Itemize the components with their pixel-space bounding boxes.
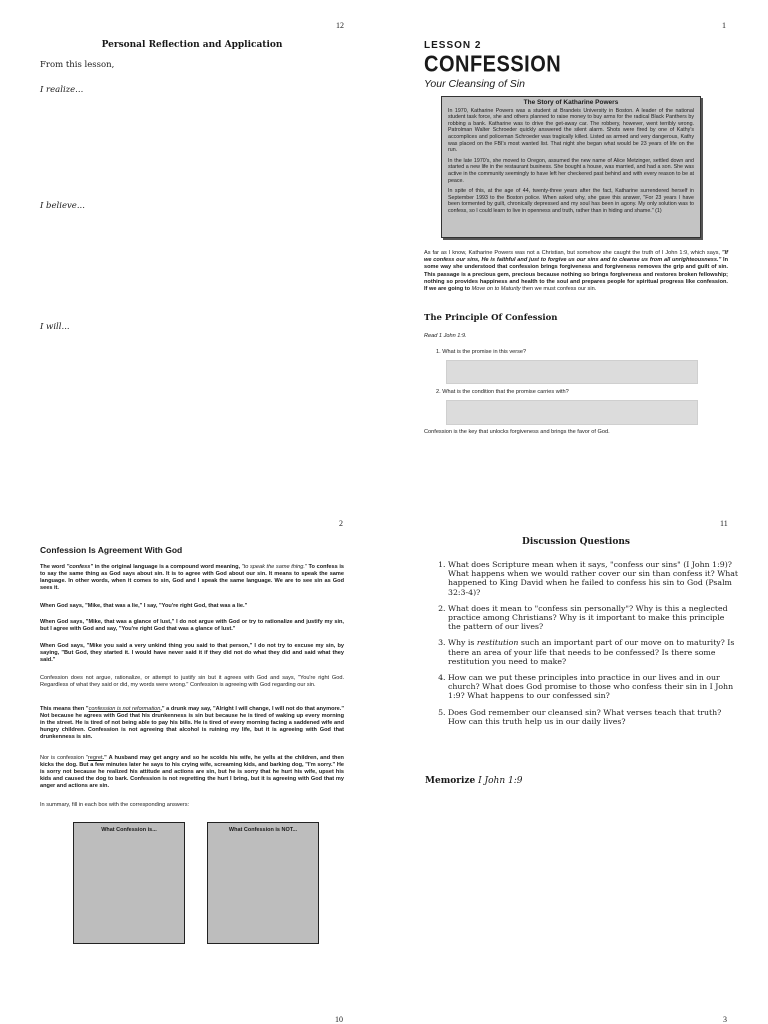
answer-field-2[interactable] <box>446 400 698 425</box>
reflection-title: Personal Reflection and Application <box>101 40 283 50</box>
page-1 <box>384 0 768 512</box>
box-label: What Confession is NOT... <box>228 827 298 833</box>
read-instruction: Read 1 John 1:9. <box>424 333 467 339</box>
story-paragraph: In spite of this, at the age of 44, twenty-three years after the fact, Katharine surrendered herself in September 1993 to the Boston police. When asked why, she gave this answer, "For 23 years I have been tormented by guilt, chronically depressed and my soul has been in agony. My only solution was to confess, so I could learn to live in openness and truth, rather than in hiding and shame." (1) <box>448 188 694 214</box>
confession-is-box[interactable] <box>73 822 185 944</box>
story-paragraph: In the late 1970's, she moved to Oregon, assumed the new name of Alice Metzinger, settled down and started a new life in the restaurant business. She bought a house, was married, and had a son. She was active in the community seemingly to have left her checkered past behind and with every reason to be at peace. <box>448 157 694 184</box>
box-label: What Confession is... <box>101 827 157 833</box>
question-2: 2. What is the condition that the promise carries with? <box>436 389 569 395</box>
lesson-subtitle: Your Cleansing of Sin <box>424 78 525 90</box>
discussion-question: 2. What does it mean to "confess sin personally"? Why is this a neglected practice among Christians? Why is it important to make this principle the pattern of our lives? <box>448 604 738 632</box>
believe-prompt: I believe... <box>40 201 85 211</box>
page-number: 11 <box>720 519 728 528</box>
story-paragraph: In 1970, Katharine Powers was a student at Brandeis University in Boston. A leader of the national student task force, she and others planned to raise money to buy arms for the radical Black Panthers by robbing a bank. Katharine was to drive the get-away car. The robbery, however, went terribly wrong. Patrolman Walter Schroeder quickly answered the silent alarm. Shots were fired by one of Kathy's accomplices and policeman Schroeder was tragically killed. Listed as armed and very dangerous, Kathy was placed on the FBI's most wanted list. That night she began what would be 23 years of life on the run. <box>448 107 694 154</box>
from-lesson-text: From this lesson, <box>40 60 115 70</box>
discussion-question: 1. What does Scripture mean when it says, "confess our sins" (I John 1:9)? What happens when we would rather cover our sin than confess it? What happened to King David when he failed to confess his sin to God (Psalm 32:3-4)? <box>448 560 738 597</box>
page-number: 10 <box>335 1015 343 1024</box>
will-prompt: I will... <box>40 322 70 332</box>
memorize-line: Memorize I John 1:9 <box>425 776 523 786</box>
scripture-quote: "If we confess our sins, He is faithful and just to forgive us our sins and to cleanse us from all unrighteousness." <box>424 250 728 264</box>
story-heading: The Story of Katharine Powers <box>523 99 619 106</box>
discussion-question: 4. How can we put these principles into practice in our lives and in our church? What does God promise to those who confess their sin in I John 1:9? What happens to our confessed sin? <box>448 673 738 701</box>
page-number: 3 <box>723 1015 727 1024</box>
page-number: 1 <box>722 21 726 30</box>
paragraph: This means then "confession is not reformation," a drunk may say, "Alright I will change, I will not do that anymore." Not because he agrees with God that his drunkenness is sin but because he is tired of waking up every morning in the street. He is tired of not being able to pay his bills. He is tired of every morning facing a saddened wife and hungry children. Confession is not agreeing that alcohol is ruining my life, but it is agreeing with God that drunkenness is sin. <box>40 706 344 741</box>
discussion-list <box>436 560 738 733</box>
paragraph: Confession does not argue, rationalize, or attempt to justify sin but it agrees with God and says, "You're right God. Regardless of what they said or did, my words were wrong." Confession is agreeing with God regarding our sin. <box>40 675 344 689</box>
agreement-heading: Confession Is Agreement With God <box>40 545 183 555</box>
paragraph: In summary, fill in each box with the corresponding answers: <box>40 802 190 808</box>
closing-statement: Confession is the key that unlocks forgiveness and brings the favor of God. <box>424 429 610 435</box>
question-1: 1. What is the promise in this verse? <box>436 349 527 355</box>
lesson-title: CONFESSION <box>424 52 562 78</box>
discussion-question: 5. Does God remember our cleansed sin? What verses teach that truth? How can this truth help us in our daily lives? <box>448 708 738 726</box>
course-title: Move on to Maturity <box>471 286 521 293</box>
paragraph: When God says, "Mike, that was a glance of lust," I do not argue with God or try to rationalize and justify my sin, but I agree with God and say, "You're right God that was a glance of lust." <box>40 619 344 633</box>
intro-paragraph: As far as I know, Katharine Powers was not a Christian, but somehow she caught the truth of I John 1:9, which says, "If we confess our sins, He is faithful and just to forgive us our sins and to cleanse us from all unrighteousness." In some way she understood that confession brings forgiveness and forgiveness removes the grip and guilt of sin. This passage is a precious gem, precious because nothing so brings forgiveness and restores broken fellowship; nothing so provides happiness and health to the soul and prepares people for spiritual progress like confession. If we are going to Move on to Maturity then we must confess our sin. <box>424 250 728 293</box>
paragraph: When God says, "Mike, that was a lie," I say, "You're right God, that was a lie." <box>40 603 248 609</box>
discussion-title: Discussion Questions <box>522 537 630 547</box>
page-number: 12 <box>336 21 344 30</box>
page-12 <box>0 0 384 512</box>
answer-field-1[interactable] <box>446 360 698 384</box>
realize-prompt: I realize... <box>40 85 84 95</box>
paragraph: When God says, "Mike you said a very unkind thing you said to that person," I do not try to excuse my sin, by saying, "But God, they started it. I would have never said it if they did not do what they did and said what they said." <box>40 643 344 664</box>
confession-is-not-box[interactable] <box>207 822 319 944</box>
story-box <box>441 96 701 238</box>
page-number: 2 <box>339 519 343 528</box>
paragraph: Nor is confession "regret." A husband may get angry and so he scolds his wife, he yells at the children, and then kicks the dog. But a few minutes later he says to his crying wife, screaming kids, and barking dog, "I'm sorry." He is sorry not because he realized his attitude and actions are sin, but he is sorry that he hurt his wife, upset his kids and caused the dog to bark. Confession is not regretting the hurt I bring, but it is agreeing with God that my anger and actions are sin. <box>40 755 344 790</box>
paragraph: The word "confess" in the original language is a compound word meaning, "to speak the same thing." To confess is to say the same thing as God says about sin. It is to agree with God about our sin. It means to speak the same language. In other words, when it comes to sin, God and I speak the same language. We are to see sin as God sees it. <box>40 564 345 592</box>
discussion-question: 3. Why is restitution such an important part of our move on to maturity? Is there an area of your life that needs to be confessed? Is there some restitution you need to make? <box>448 638 738 666</box>
principle-heading: The Principle Of Confession <box>424 313 558 323</box>
lesson-label: LESSON 2 <box>424 40 482 51</box>
